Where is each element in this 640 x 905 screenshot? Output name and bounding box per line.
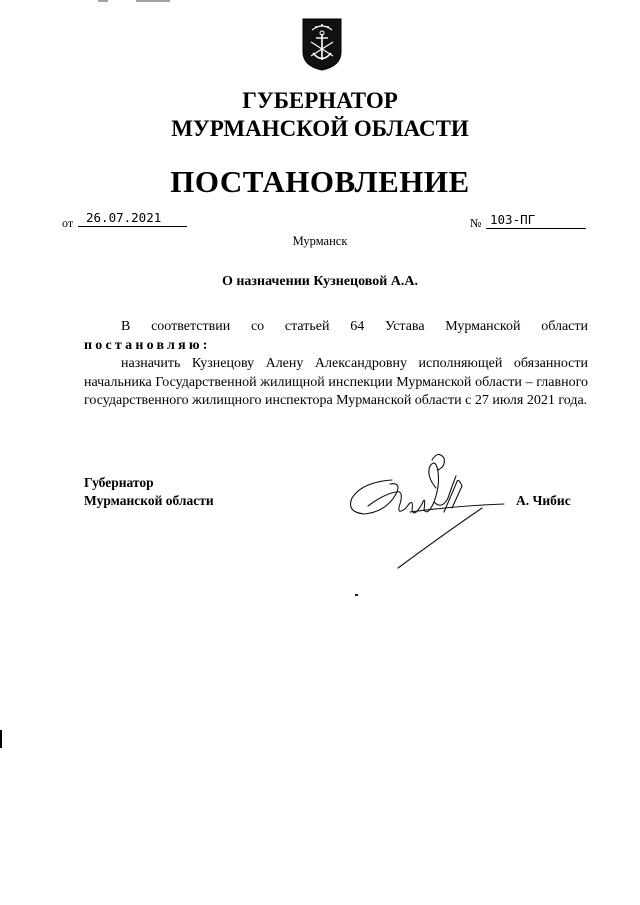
document-subject: О назначении Кузнецовой А.А. [221,274,419,289]
number-prefix: № [470,216,482,230]
city: Мурманск [292,234,348,248]
scan-artifact-margin [0,730,2,748]
issuer-line-1: ГУБЕРНАТОР [242,88,398,113]
signer-position [84,474,214,510]
date-prefix: от [62,216,74,230]
preamble-text: В соответствии со статьей 64 Устава Мурманской области [121,319,588,334]
document-date: 26.07.2021 [78,210,187,227]
resolve-word: постановляю: [84,337,211,353]
scan-artifact-line [98,0,170,3]
issuer-line-2: МУРМАНСКОЙ ОБЛАСТИ [171,116,469,141]
signer-position-line-2: Мурманской области [84,493,214,508]
handwritten-signature-icon [334,446,510,572]
document-number: 103-ПГ [486,212,586,229]
scan-artifact-dot [355,594,358,596]
coat-of-arms-icon [300,16,344,72]
signer-name: А. Чибис [516,493,571,508]
document-body [84,318,588,411]
signer-position-line-1: Губернатор [84,475,154,490]
decision-text: назначить Кузнецову Алену Александровну исполняющей обязанности начальника Государственной жилищной инспекции Мурманской области – главного государственного жилищного инспектора Мурманской области с 27 июля 2021 года. [84,356,588,408]
document-type-heading: ПОСТАНОВЛЕНИЕ [170,164,470,199]
